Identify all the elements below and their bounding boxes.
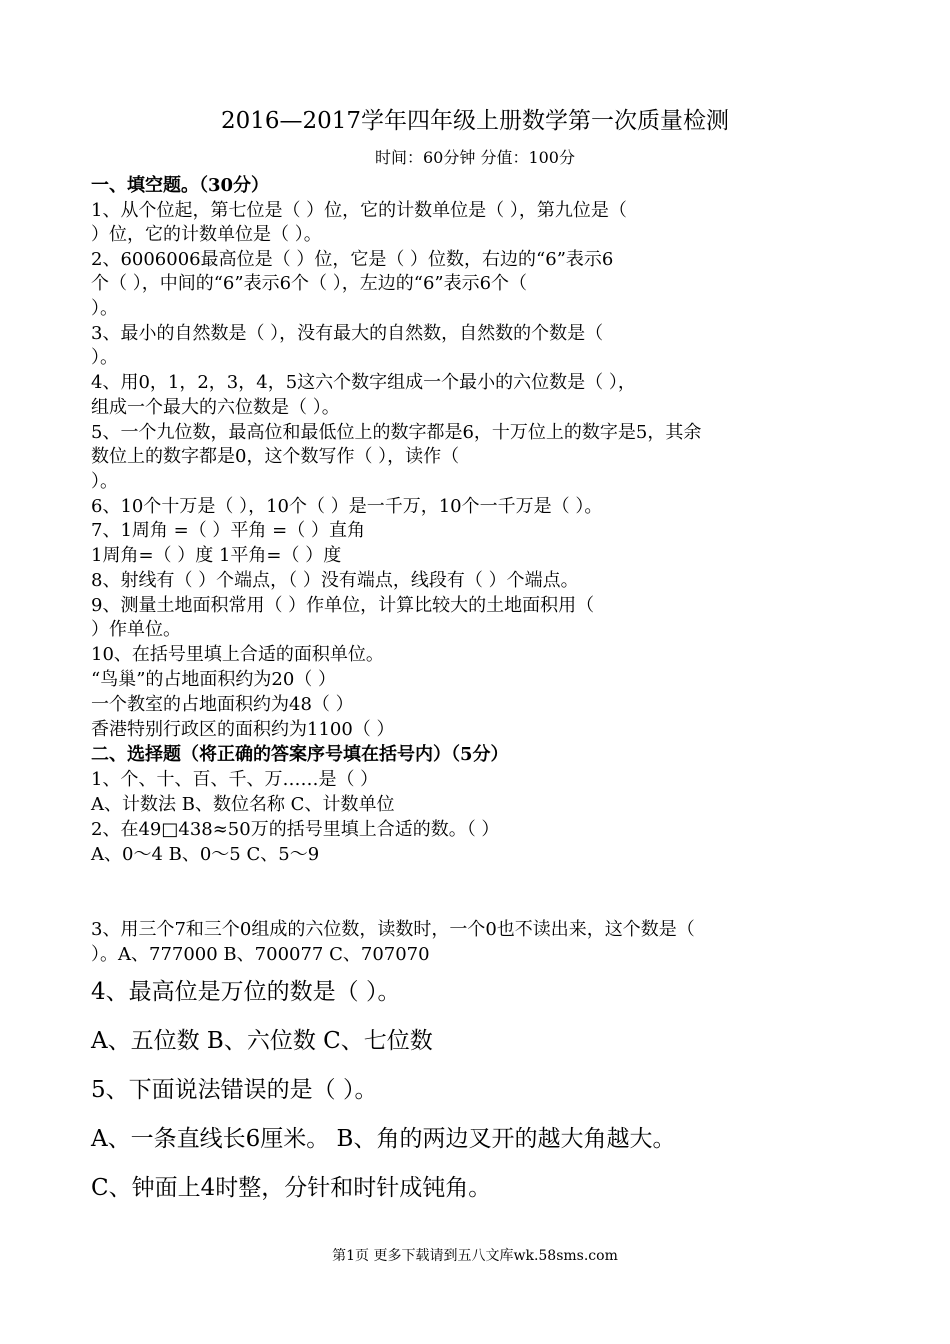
question-line: “鸟巢”的占地面积约为20（ ）: [91, 669, 337, 690]
option-line: A、计数法 B、数位名称 C、计数单位: [91, 794, 395, 815]
question-line: 3、用三个7和三个0组成的六位数，读数时，一个0也不读出来，这个数是（: [91, 919, 695, 940]
question-line: 数位上的数字都是0，这个数写作（ ），读作（: [91, 446, 460, 467]
question-line: ）。A、777000 B、700077 C、707070: [91, 944, 430, 965]
section1-heading: 一、填空题。（30分）: [91, 175, 270, 196]
question-line: 10、在括号里填上合适的面积单位。: [91, 644, 384, 665]
exam-time-score: 时间：60分钟 分值：100分: [375, 148, 575, 167]
question-line: ）。: [91, 298, 118, 319]
page-title: 2016—2017学年四年级上册数学第一次质量检测: [220, 108, 730, 134]
section2-heading: 二、选择题（将正确的答案序号填在括号内）（5分）: [91, 744, 509, 765]
page-footer: 第1页 更多下载请到五八文库wk.58sms.com: [332, 1248, 618, 1264]
question-line: 个（ ），中间的“6”表示6个（ ），左边的“6”表示6个（: [91, 273, 528, 294]
question-line: 1、个、十、百、千、万……是（ ）: [91, 769, 379, 790]
question-line: 8、射线有（ ）个端点，（ ）没有端点，线段有（ ）个端点。: [91, 570, 579, 591]
question-line: 1、从个位起，第七位是（ ）位，它的计数单位是（ ），第九位是（: [91, 200, 627, 221]
question-line: 3、最小的自然数是（ ），没有最大的自然数，自然数的个数是（: [91, 323, 604, 344]
option-line: A、五位数 B、六位数 C、七位数: [91, 1028, 433, 1054]
option-line: C、钟面上4时整，分针和时针成钝角。: [91, 1175, 492, 1201]
question-line: ）位，它的计数单位是（ ）。: [91, 224, 322, 245]
question-line: 组成一个最大的六位数是（ ）。: [91, 397, 340, 418]
question-line: ）。: [91, 471, 118, 492]
question-line: 4、用0，1，2，3，4，5这六个数字组成一个最小的六位数是（ ），: [91, 372, 636, 393]
option-line: A、一条直线长6厘米。 B、角的两边叉开的越大角越大。: [91, 1126, 676, 1152]
question-line: 5、下面说法错误的是（ ）。: [91, 1077, 378, 1103]
question-line: 2、在49□438≈50万的括号里填上合适的数。（ ）: [91, 819, 500, 840]
question-line: 香港特别行政区的面积约为1100（ ）: [91, 719, 395, 740]
question-line: 5、一个九位数，最高位和最低位上的数字都是6，十万位上的数字是5，其余: [91, 422, 702, 443]
question-line: 一个教室的占地面积约为48（ ）: [91, 694, 354, 715]
question-line: 2、6006006最高位是（ ）位，它是（ ）位数，右边的“6”表示6: [91, 249, 614, 270]
question-line: ）。: [91, 347, 118, 368]
question-line: 7、1周角 =（ ）平角 =（ ）直角: [91, 520, 365, 541]
question-line: 1周角=（ ）度 1平角=（ ）度: [91, 545, 342, 566]
question-line: ）作单位。: [91, 619, 181, 640]
question-line: 9、测量土地面积常用（ ）作单位，计算比较大的土地面积用（: [91, 595, 595, 616]
question-line: 4、最高位是万位的数是（ ）。: [91, 979, 401, 1005]
option-line: A、0～4 B、0～5 C、5～9: [91, 844, 320, 865]
question-line: 6、10个十万是（ ），10个（ ）是一千万，10个一千万是（ ）。: [91, 496, 603, 517]
